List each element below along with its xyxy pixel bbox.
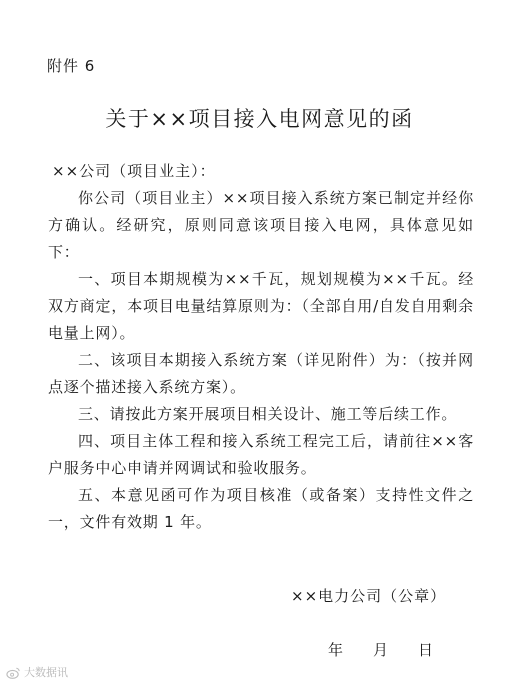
watermark xyxy=(6,664,68,680)
date-line xyxy=(328,639,433,660)
attachment-label: 附件 6 xyxy=(47,57,96,75)
signature-company-seal: ××电力公司（公章） xyxy=(291,587,447,605)
weibo-style-logo-icon xyxy=(6,665,21,680)
document-title: 关于××项目接入电网意见的函 xyxy=(105,107,414,131)
paragraph-item-2: 二、该项目本期接入系统方案（详见附件）为：（按并网点逐个描述接入系统方案）。 xyxy=(48,351,474,396)
paragraph-intro: 你公司（项目业主）××项目接入系统方案已制定并经你方确认。经研究，原则同意该项目接入电网，具体意见如下： xyxy=(48,189,474,261)
paragraph-item-1: 一、项目本期规模为××千瓦，规划规模为××千瓦。经双方商定，本项目电量结算原则为：（全部自用/自发自用剩余电量上网）。 xyxy=(48,270,474,342)
letter-body xyxy=(48,185,474,536)
salutation: ××公司（项目业主）： xyxy=(52,162,216,180)
paragraph-item-4: 四、项目主体工程和接入系统工程完工后，请前往××客户服务中心申请并网调试和验收服务。 xyxy=(48,432,474,477)
date-year-label: 年 xyxy=(328,641,344,659)
paragraph-item-3: 三、请按此方案开展项目相关设计、施工等后续工作。 xyxy=(78,405,458,423)
date-month-label: 月 xyxy=(373,641,389,659)
watermark-text: 大数据讯 xyxy=(24,666,68,679)
paragraph-item-5: 五、本意见函可作为项目核准（或备案）支持性文件之一，文件有效期 1 年。 xyxy=(48,486,474,531)
date-day-label: 日 xyxy=(418,641,434,659)
